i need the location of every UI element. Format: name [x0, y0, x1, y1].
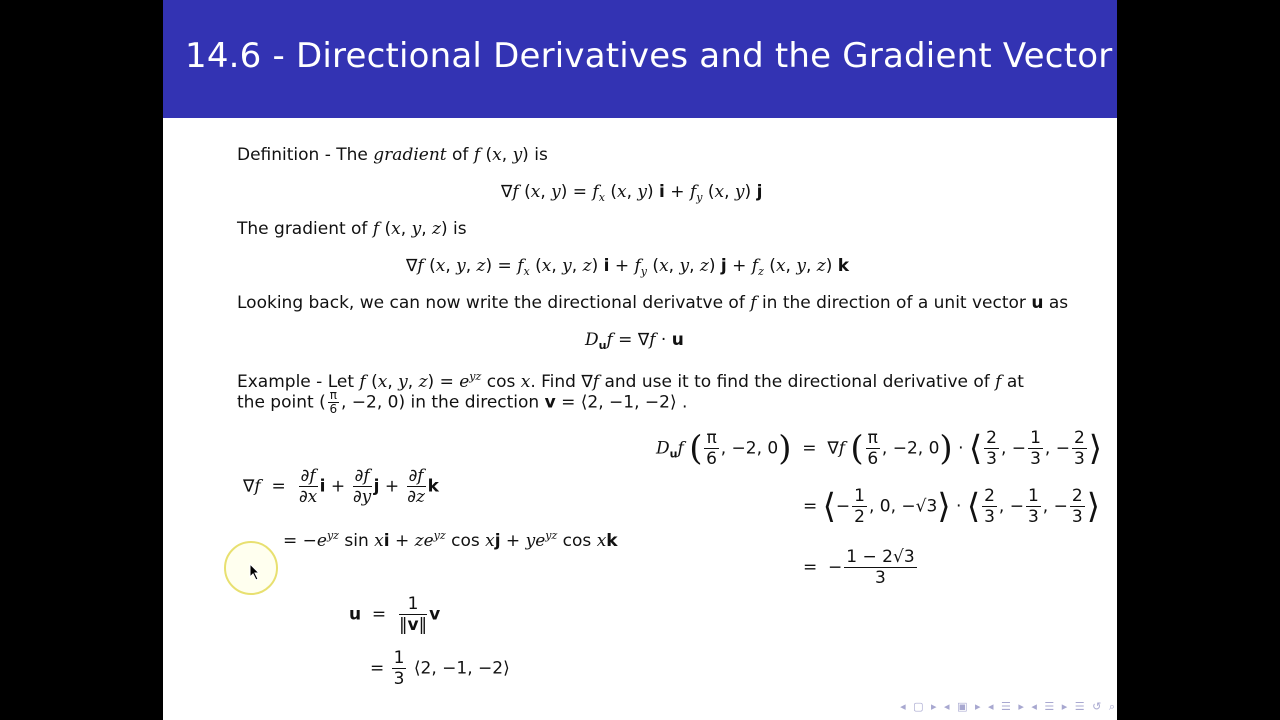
- example-use: and use it to find the directional derivative of: [604, 372, 990, 392]
- example-in-direction: in the direction: [410, 392, 540, 413]
- directional-derivative-formula: $D_uf = \nabla f \cdot u$: [585, 330, 684, 352]
- example-at: at: [1006, 372, 1024, 392]
- du-computation-line-3: = − $\frac{1 - 2√3}{3}$: [803, 547, 915, 588]
- title-bar: [163, 0, 1117, 118]
- du-computation-line-1: $D_uf$ ( $\frac{\pi}{6}$ , −2, 0) = ∇f ( $\frac{\pi}{6}$ , −2, 0) · ⟨ $\frac{2}{3}$ , − $\frac{1}{3}$ , − $\frac{2}{3}$ ⟩: [656, 428, 1103, 469]
- gradient-computation-line-2: = $-e^{yz}$ sin xi + $ze^{yz}$ cos xj + $ye^{yz}$ cos xk: [283, 529, 618, 551]
- example-find: . Find: [530, 372, 576, 392]
- looking-back-line: Looking back, we can now write the directional derivatve of f in the direction of a unit vector u as: [237, 293, 1069, 313]
- looking-back-text2: in the direction of a unit vector: [761, 293, 1026, 313]
- gradient-2d-formula: ∇f (x, $y) = f_x$ (x, y) $i + f_y$ (x, y) j: [501, 182, 763, 204]
- gradient-3d-formula: ∇f (x, y, $z) = f_x$ (x, y, z) $i + f_y$ (x, y, z) $j + f_z$ (x, y, z) k: [406, 256, 850, 278]
- example-prefix: Example - Let: [237, 372, 354, 392]
- gradient-3d-is: is: [453, 219, 467, 239]
- example-the-point: the point: [237, 392, 314, 413]
- definition-is: is: [534, 145, 548, 165]
- gradient-3d-intro: The gradient of f (x, y, z) is: [237, 219, 467, 239]
- example-line-1: Example - Let f (x, y, $z) = e^{yz}$ cos x. Find ∇f and use it to find the directional derivative of f at: [237, 370, 1024, 392]
- slide: [163, 0, 1117, 720]
- gradient-word: gradient: [373, 145, 447, 165]
- looking-back-as: as: [1048, 293, 1069, 313]
- gradient-computation-line-1: ∇f = $\frac{\partial f}{\partial x}$ i + $\frac{\partial f}{\partial y}$ j + $\frac{\partial f}{\partial z}$ k: [243, 466, 439, 507]
- definition-of: of: [452, 145, 469, 165]
- unit-vector-line-1: u = $\frac{1}{‖v‖}$ v: [349, 594, 441, 635]
- unit-vector-line-2: = $\frac{1}{3}$ ⟨2, −1, −2⟩: [370, 648, 510, 689]
- beamer-navigation-symbols[interactable]: ◂ ▢ ▸ ◂ ▣ ▸ ◂ ☰ ▸ ◂ ☰ ▸ ☰ ↺ ⌕: [900, 700, 1117, 713]
- definition-line: Definition - The gradient of f (x, y) is: [237, 145, 548, 165]
- slide-title: 14.6 - Directional Derivatives and the Gradient Vector: [185, 36, 1113, 76]
- looking-back-text: Looking back, we can now write the directional derivatve of: [237, 293, 745, 313]
- mouse-pointer-icon: [249, 563, 263, 581]
- gradient-3d-intro-text: The gradient of: [237, 219, 368, 239]
- du-computation-line-2: = ⟨− $\frac{1}{2}$ , 0, −√3⟩ · ⟨ $\frac{2}{3}$ , − $\frac{1}{3}$ , − $\frac{2}{3}$ ⟩: [803, 486, 1100, 527]
- definition-prefix: Definition - The: [237, 145, 368, 165]
- example-line-2: the point ( $\frac{\pi}{6}$ , −2, 0) in the direction v = ⟨2, −1, −2⟩ .: [237, 388, 688, 416]
